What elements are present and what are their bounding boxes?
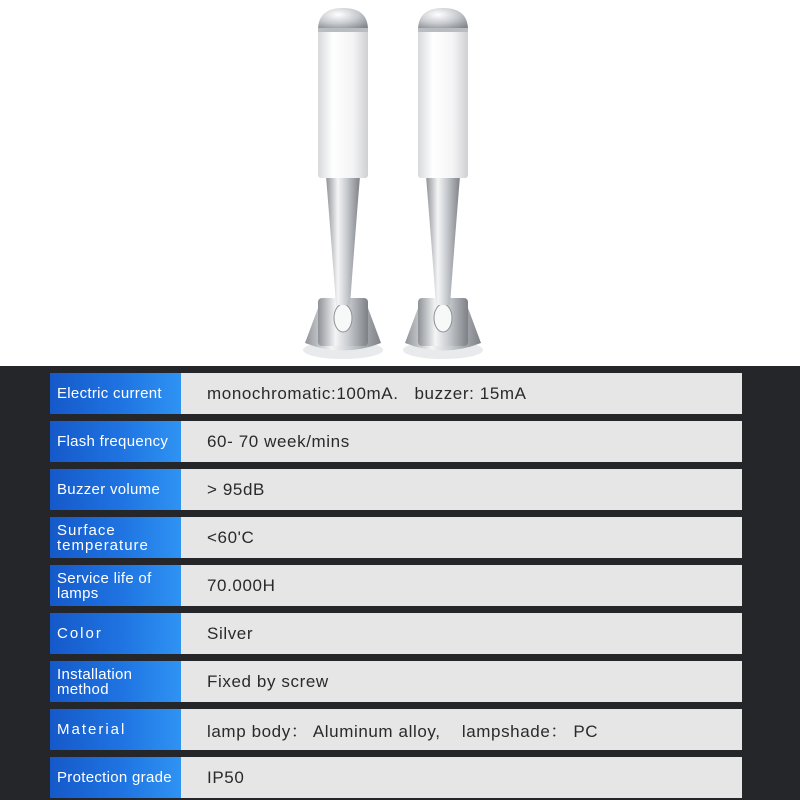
spec-value: Fixed by screw [181,661,742,702]
spec-value: monochromatic:100mA. buzzer: 15mA [181,373,742,414]
spec-label: Electric current [50,373,181,414]
spec-value: <60'C [181,517,742,558]
spec-row-material [50,709,742,750]
spec-row-electric-current [50,373,742,414]
spec-row-protection-grade [50,757,742,798]
spec-value: 60- 70 week/mins [181,421,742,462]
spec-value: > 95dB [181,469,742,510]
spec-label: Surface temperature [50,517,181,558]
spec-value: lamp body： Aluminum alloy, lampshade： PC [181,709,742,750]
spec-label: Buzzer volume [50,469,181,510]
tower-lamp-right [403,8,483,359]
spec-value: 70.000H [181,565,742,606]
tower-lamps-illustration [0,0,800,366]
tower-lamp-left [303,8,383,359]
spec-label: Service life of lamps [50,565,181,606]
spec-label: Installation method [50,661,181,702]
spec-row-flash-frequency [50,421,742,462]
spec-row-surface-temperature [50,517,742,558]
spec-row-buzzer-volume [50,469,742,510]
spec-label: Flash frequency [50,421,181,462]
spec-label: Protection grade [50,757,181,798]
spec-value: Silver [181,613,742,654]
spec-value: IP50 [181,757,742,798]
spec-row-color [50,613,742,654]
spec-row-installation-method [50,661,742,702]
spec-row-service-life [50,565,742,606]
product-photo [0,0,800,366]
spec-label: Color [50,613,181,654]
spec-label: Material [50,709,181,750]
spec-table [0,366,800,800]
